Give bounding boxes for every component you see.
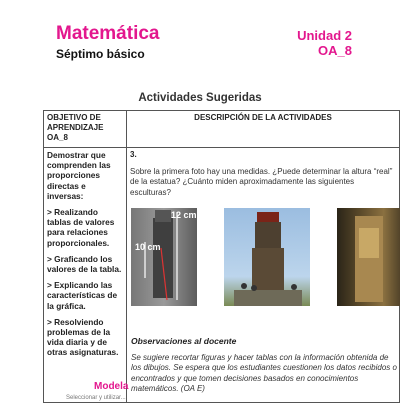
objective-item: > Resolviendo problemas de la vida diaria y de otras asignaturas. — [47, 316, 119, 358]
description-cell — [127, 148, 400, 403]
objective-item: > Graficando los valores de la tabla. — [47, 253, 122, 275]
measure-label: 12 cm — [171, 210, 197, 220]
objectives-cell — [44, 148, 127, 403]
moai-illustration — [224, 208, 310, 306]
grade-label: Séptimo básico — [56, 47, 145, 61]
subject-title: Matemática — [56, 23, 160, 44]
moai-photo — [224, 208, 310, 306]
objective-item: Demostrar que comprenden las proporciones directas e inversas: — [47, 150, 111, 201]
activities-table — [43, 110, 400, 403]
observations-text: Se sugiere recortar figuras y hacer tablas con la información obtenida de los dibujos. Se espera que los estudiantes cuestionen los datos recibidos o encontrados y que tomen decisiones basados en conocimientos matemáticos. (OA E) — [131, 353, 397, 394]
objective-item: > Realizando tablas de valores para relaciones proporcionales. — [47, 207, 115, 248]
statue-measured-photo — [131, 208, 197, 306]
document-header-left — [56, 24, 160, 61]
objective-item: > Explicando las características de la gráfica. — [47, 280, 118, 311]
description-header: DESCRIPCIÓN DE LA ACTIVIDADES — [127, 111, 400, 148]
photo-strip — [131, 208, 400, 306]
activity-question: Sobre la primera foto hay una medidas. ¿Puede determinar la altura “real” de la estatua? ¿Cuánto miden aproximadamente las siguientes esculturas? — [130, 166, 393, 197]
footer-title: Modela — [94, 381, 129, 392]
sculpture-photo — [337, 208, 400, 306]
footer-subtitle: Seleccionar y utilizar... — [66, 395, 126, 401]
observations-title: Observaciones al docente — [131, 336, 237, 346]
unit-label: Unidad 2 — [297, 28, 352, 43]
objective-header: OBJETIVO DE APRENDIZAJE OA_8 — [44, 111, 127, 148]
activity-number: 3. — [130, 150, 137, 159]
oa-label: OA_8 — [318, 43, 352, 58]
statue-measured-illustration — [131, 208, 197, 306]
sculpture-illustration — [337, 208, 400, 306]
section-title: Actividades Sugeridas — [138, 92, 262, 104]
measure-label: 10 cm — [135, 242, 161, 252]
document-header-right — [297, 28, 352, 58]
